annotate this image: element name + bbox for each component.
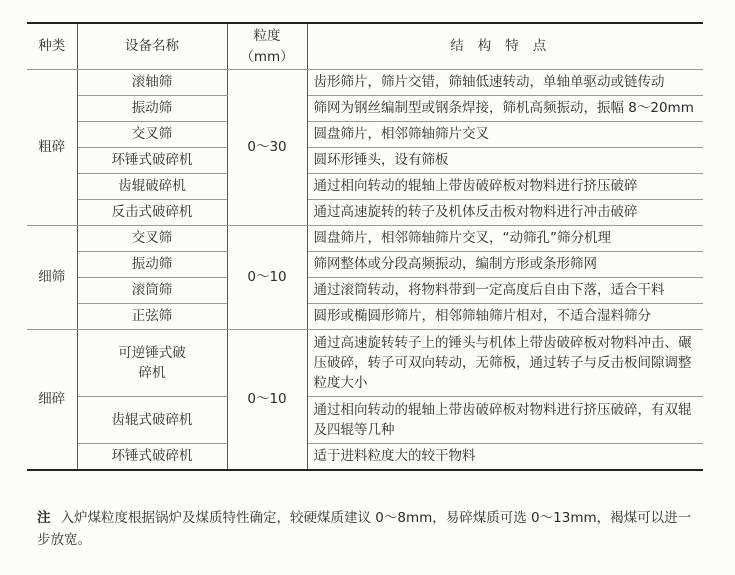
table-row bbox=[27, 226, 703, 252]
device-line: 碎机 bbox=[138, 365, 166, 381]
device-cell: 齿辊式破碎机 bbox=[77, 397, 227, 444]
table-row bbox=[27, 444, 703, 470]
features-cell: 通过滚筒转动，将物料带到一定高度后自由下落，适合干料 bbox=[307, 278, 703, 304]
header-category: 种类 bbox=[27, 23, 77, 70]
table-row bbox=[27, 200, 703, 226]
size-cell: 0～10 bbox=[227, 226, 307, 330]
device-cell: 交叉筛 bbox=[77, 122, 227, 148]
features-cell: 筛网整体或分段高频振动，编制方形或条形筛网 bbox=[307, 252, 703, 278]
features-cell: 圆盘筛片，相邻筛轴筛片交叉，“动筛孔”筛分机理 bbox=[307, 226, 703, 252]
table-row bbox=[27, 70, 703, 96]
features-cell: 适于进料粒度大的较干物料 bbox=[307, 444, 703, 470]
features-cell: 通过高速旋转转子上的锤头与机体上带齿破碎板对物料冲击、碾压破碎，转子可双向转动，无筛板，通过转子与反击板间隙调整粒度大小 bbox=[307, 330, 703, 397]
coal-equipment-table bbox=[27, 22, 703, 471]
device-cell: 交叉筛 bbox=[77, 226, 227, 252]
device-cell: 滚筒筛 bbox=[77, 278, 227, 304]
header-size-line2: （mm） bbox=[240, 48, 294, 65]
note-text: 入炉煤粒度根据锅炉及煤质特性确定，较硬煤质建议 0～8mm，易碎煤质可选 0～13mm，褐煤可以进一步放宽。 bbox=[37, 510, 692, 548]
header-device: 设备名称 bbox=[77, 23, 227, 70]
header-size-line1: 粒度 bbox=[253, 27, 281, 44]
device-cell bbox=[77, 330, 227, 397]
features-cell: 通过相向转动的辊轴上带齿破碎板对物料进行挤压破碎，有双辊及四辊等几种 bbox=[307, 397, 703, 444]
header-features: 结构特点 bbox=[307, 23, 703, 70]
device-cell: 反击式破碎机 bbox=[77, 200, 227, 226]
device-cell: 振动筛 bbox=[77, 96, 227, 122]
table-row bbox=[27, 148, 703, 174]
table-note bbox=[37, 507, 697, 551]
size-cell: 0～30 bbox=[227, 70, 307, 226]
category-cell: 粗碎 bbox=[27, 70, 77, 226]
features-cell: 通过高速旋转的转子及机体反击板对物料进行冲击破碎 bbox=[307, 200, 703, 226]
device-cell: 正弦筛 bbox=[77, 304, 227, 330]
device-cell: 齿辊破碎机 bbox=[77, 174, 227, 200]
size-cell: 0～10 bbox=[227, 330, 307, 470]
device-line: 可逆锤式破 bbox=[118, 345, 186, 361]
category-cell: 细筛 bbox=[27, 226, 77, 330]
device-cell: 振动筛 bbox=[77, 252, 227, 278]
features-cell: 筛网为钢丝编制型或钢条焊接，筛机高频振动，振幅 8～20mm bbox=[307, 96, 703, 122]
category-cell: 细碎 bbox=[27, 330, 77, 470]
features-cell: 通过相向转动的辊轴上带齿破碎板对物料进行挤压破碎 bbox=[307, 174, 703, 200]
table-row bbox=[27, 304, 703, 330]
header-size bbox=[227, 23, 307, 70]
device-cell: 环锤式破碎机 bbox=[77, 444, 227, 470]
note-label: 注 bbox=[37, 510, 51, 526]
table-row bbox=[27, 174, 703, 200]
features-cell: 圆环形锤头，设有筛板 bbox=[307, 148, 703, 174]
device-cell: 滚轴筛 bbox=[77, 70, 227, 96]
table-row bbox=[27, 330, 703, 397]
table-row bbox=[27, 122, 703, 148]
table-row bbox=[27, 96, 703, 122]
table-row bbox=[27, 252, 703, 278]
features-cell: 齿形筛片，筛片交错，筛轴低速转动，单轴单驱动或链传动 bbox=[307, 70, 703, 96]
device-cell: 环锤式破碎机 bbox=[77, 148, 227, 174]
table-row bbox=[27, 397, 703, 444]
features-cell: 圆盘筛片，相邻筛轴筛片交叉 bbox=[307, 122, 703, 148]
table-row bbox=[27, 278, 703, 304]
header-row bbox=[27, 23, 703, 70]
features-cell: 圆形或椭圆形筛片，相邻筛轴筛片相对，不适合湿料筛分 bbox=[307, 304, 703, 330]
